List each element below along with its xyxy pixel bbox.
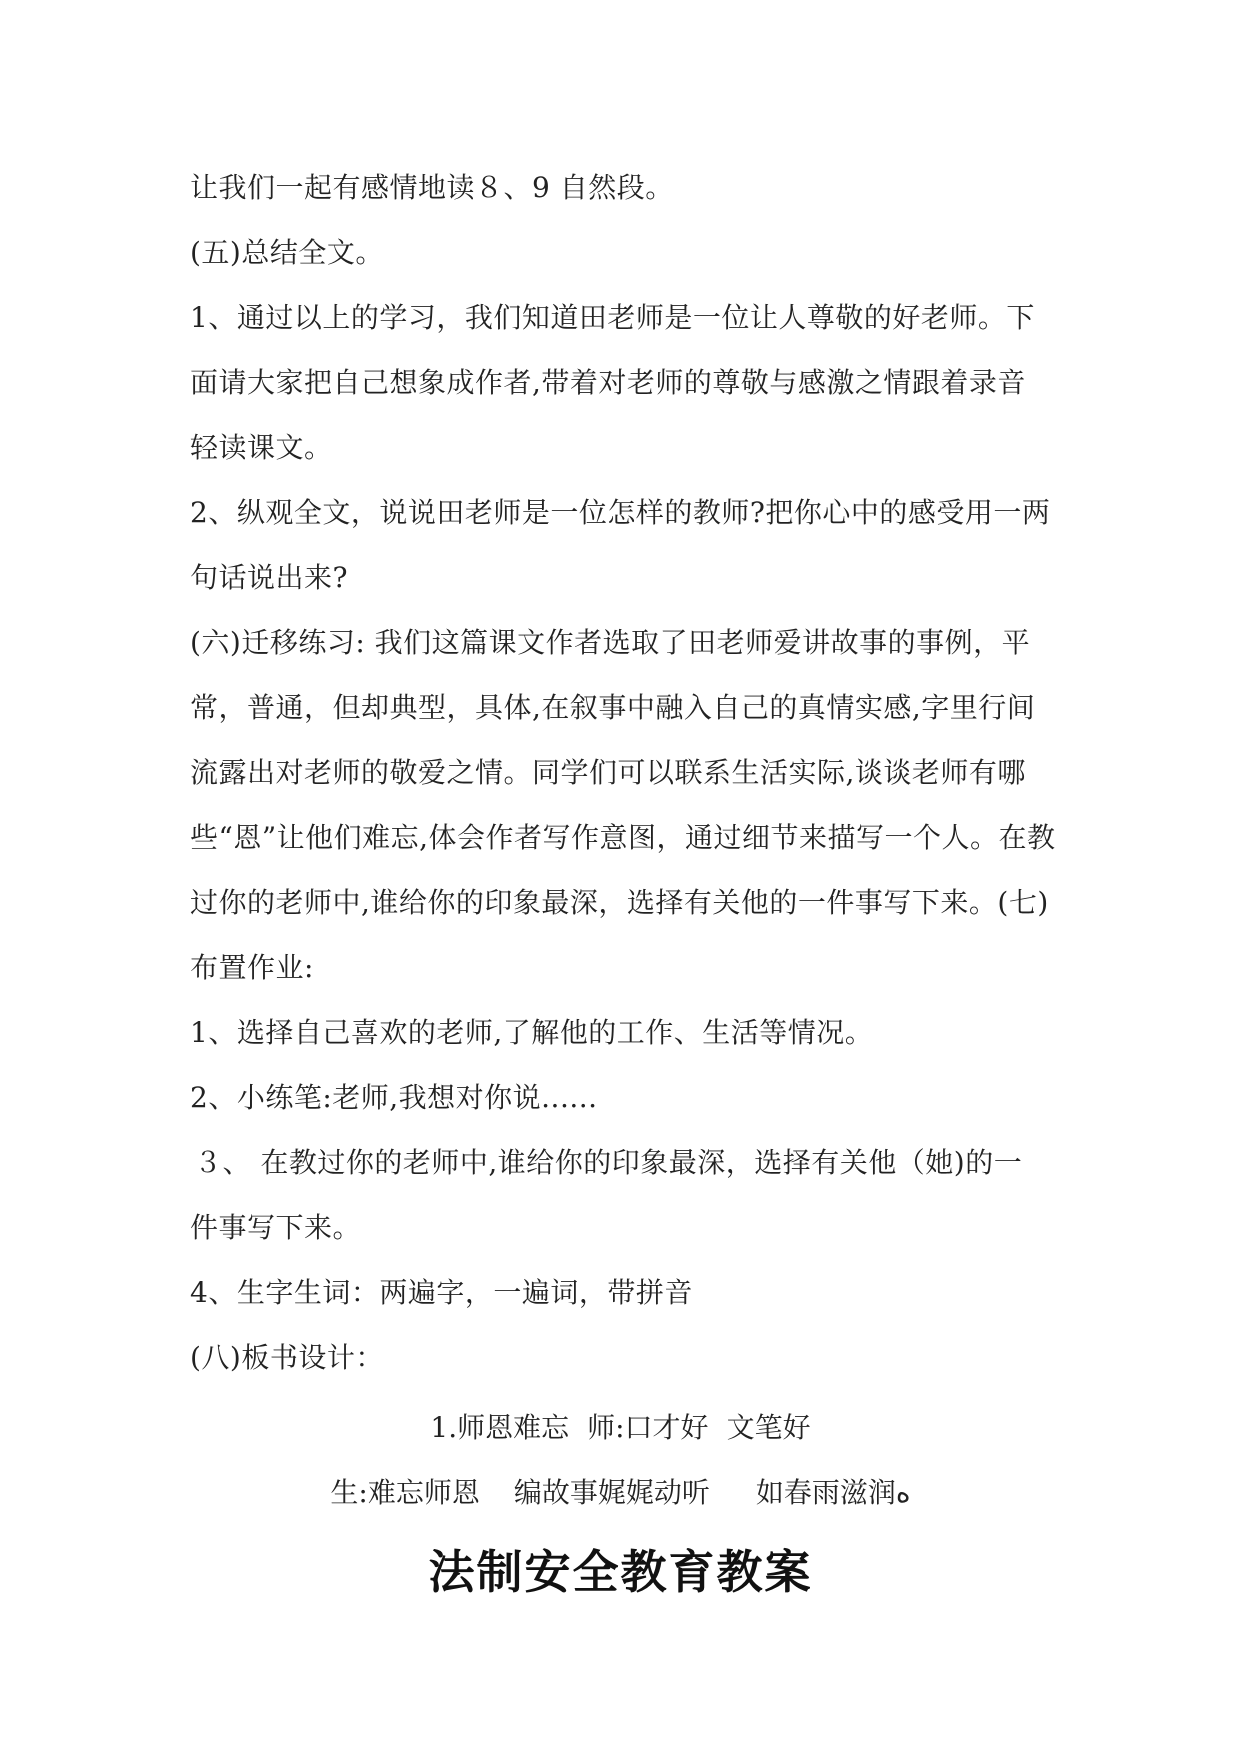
paragraph-line: 流露出对老师的敬爱之情。同学们可以联系生活实际,谈谈老师有哪: [190, 756, 1026, 789]
document-title: 法制安全教育教案: [428, 1545, 813, 1599]
paragraph-line: 些“恩”让他们难忘,体会作者写作意图，通过细节来描写一个人。在教: [190, 821, 1056, 854]
paragraph-line: 2、小练笔:老师,我想对你说......: [190, 1081, 598, 1114]
paragraph-line: (五)总结全文。: [190, 236, 384, 269]
paragraph-line: 布置作业:: [190, 951, 314, 984]
board-item: 编故事娓娓动听: [513, 1476, 710, 1509]
paragraph-line: (六)迁移练习: 我们这篇课文作者选取了田老师爱讲故事的事例，平: [190, 626, 1031, 659]
paragraph-line: 常，普通，但却典型，具体,在叙事中融入自己的真情实感,字里行间: [190, 691, 1036, 724]
board-design-line-2: [0, 1460, 1241, 1525]
paragraph-line: 让我们一起有感情地读８、9 自然段。: [190, 171, 674, 204]
paragraph-line: 过你的老师中,谁给你的印象最深，选择有关他的一件事写下来。(七): [190, 886, 1049, 919]
paragraph-line: 轻读课文。: [190, 431, 333, 464]
paragraph-line: ３、 在教过你的老师中,谁给你的印象最深，选择有关他（她)的一: [194, 1146, 1023, 1179]
board-design-line-1: [0, 1395, 1241, 1460]
paragraph-line: 面请大家把自己想象成作者,带着对老师的尊敬与感激之情跟着录音: [190, 366, 1026, 399]
paragraph-line: 2、纵观全文，说说田老师是一位怎样的教师?把你心中的感受用一两: [190, 496, 1051, 529]
board-item: 师:口才好: [587, 1411, 709, 1444]
paragraph-line: 4、生字生词：两遍字，一遍词，带拼音: [190, 1276, 693, 1309]
paragraph-line: 1、通过以上的学习，我们知道田老师是一位让人尊敬的好老师。下: [190, 301, 1035, 334]
paragraph-line: (八)板书设计：: [190, 1341, 384, 1374]
board-item: 文笔好: [726, 1411, 811, 1444]
paragraph-line: 句话说出来?: [190, 561, 349, 594]
board-item: 生:难忘师恩: [330, 1476, 480, 1509]
board-item: 1.师恩难忘: [430, 1411, 570, 1444]
paragraph-line: 件事写下来。: [190, 1211, 362, 1244]
board-item: 如春雨滋润ﻩ: [755, 1476, 911, 1509]
paragraph-line: 1、选择自己喜欢的老师,了解他的工作、生活等情况。: [190, 1016, 874, 1049]
body-text: [190, 155, 1060, 1390]
